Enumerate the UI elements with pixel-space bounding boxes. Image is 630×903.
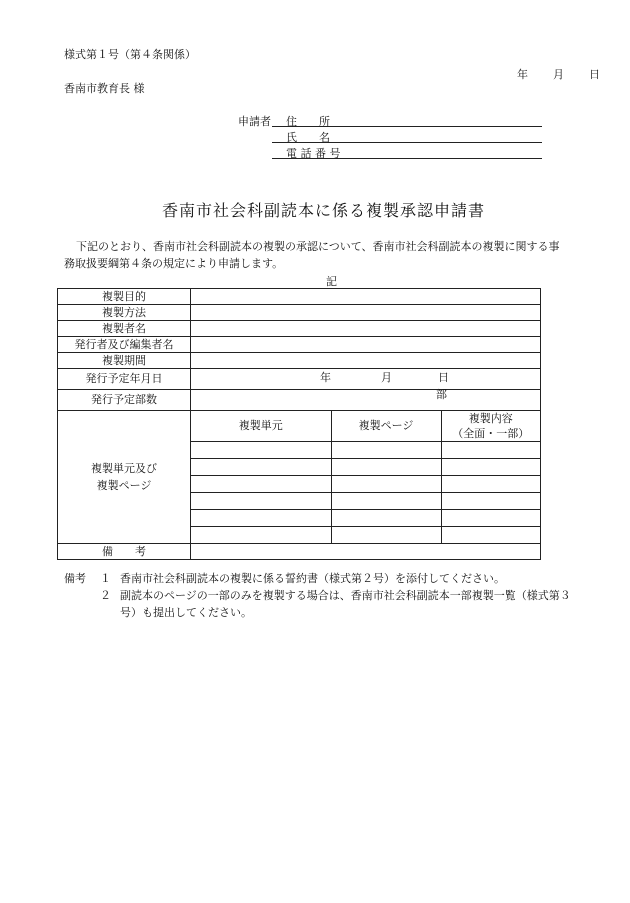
applicant-name-label: 氏 名	[286, 131, 330, 144]
copies-field[interactable]	[191, 390, 541, 411]
note-text-2b: 号）も提出してください。	[120, 606, 252, 619]
row-label-date: 発行予定年月日	[58, 369, 191, 390]
content-cell[interactable]	[441, 476, 540, 493]
table-row	[191, 527, 540, 544]
applicant-address-label: 住 所	[286, 115, 330, 128]
publisher-field[interactable]	[191, 337, 541, 353]
units-label-line-2: 複製ページ	[96, 479, 152, 492]
row-label-copier: 複製者名	[58, 321, 191, 337]
col-header-page: 複製ページ	[331, 411, 441, 442]
page-cell[interactable]	[331, 510, 441, 527]
page-cell[interactable]	[331, 476, 441, 493]
applicant-phone-label: 電 話 番 号	[286, 147, 341, 160]
address-field-line[interactable]	[272, 126, 542, 127]
content-cell[interactable]	[441, 442, 540, 459]
date-day-unit: 日	[438, 371, 449, 384]
row-label-purpose: 複製目的	[58, 289, 191, 305]
application-table	[57, 288, 541, 560]
date-day-label: 日	[589, 68, 600, 81]
table-row	[58, 305, 541, 321]
table-row	[191, 476, 540, 493]
date-year-unit: 年	[320, 371, 331, 384]
table-row	[191, 510, 540, 527]
row-label-method: 複製方法	[58, 305, 191, 321]
table-row	[58, 544, 541, 560]
page-cell[interactable]	[331, 493, 441, 510]
units-label-line-1: 複製単元及び	[91, 462, 157, 475]
note-text-2a: 副読本のページの一部のみを複製する場合は、香南市社会科副読本一部複製一覧（様式第３	[120, 589, 571, 602]
page-cell[interactable]	[331, 442, 441, 459]
unit-cell[interactable]	[191, 442, 331, 459]
table-row	[191, 493, 540, 510]
row-label-publisher: 発行者及び編集者名	[58, 337, 191, 353]
date-field[interactable]	[191, 369, 541, 390]
content-cell[interactable]	[441, 510, 540, 527]
units-subtable	[191, 411, 540, 543]
row-label-period: 複製期間	[58, 353, 191, 369]
table-row	[58, 411, 541, 544]
page-cell[interactable]	[331, 527, 441, 544]
col-header-content-line-1: 複製内容	[468, 412, 513, 425]
note-number-2: ２	[100, 589, 111, 602]
purpose-field[interactable]	[191, 289, 541, 305]
unit-cell[interactable]	[191, 476, 331, 493]
table-row	[58, 321, 541, 337]
remarks-field[interactable]	[191, 544, 541, 560]
table-row	[58, 390, 541, 411]
content-cell[interactable]	[441, 459, 540, 476]
intro-line-1: 下記のとおり、香南市社会科副読本の複製の承認について、香南市社会科副読本の複製に関する事	[76, 240, 560, 253]
unit-cell[interactable]	[191, 527, 331, 544]
col-header-unit: 複製単元	[191, 411, 331, 442]
date-month-unit: 月	[381, 371, 392, 384]
table-row	[191, 459, 540, 476]
table-row	[58, 353, 541, 369]
table-row	[58, 289, 541, 305]
units-subtable-cell	[191, 411, 541, 544]
phone-field-line[interactable]	[272, 158, 542, 159]
method-field[interactable]	[191, 305, 541, 321]
table-row	[58, 337, 541, 353]
col-header-content	[441, 411, 540, 442]
page-cell[interactable]	[331, 459, 441, 476]
name-field-line[interactable]	[272, 142, 542, 143]
content-cell[interactable]	[441, 493, 540, 510]
unit-cell[interactable]	[191, 459, 331, 476]
table-row	[191, 442, 540, 459]
note-text-1: 香南市社会科副読本の複製に係る誓約書（様式第２号）を添付してください。	[120, 572, 505, 585]
form-number: 様式第１号（第４条関係）	[64, 48, 196, 61]
document-title: 香南市社会科副読本に係る複製承認申請書	[162, 201, 486, 220]
row-label-remarks: 備 考	[58, 544, 191, 560]
recipient: 香南市教育長 様	[64, 82, 145, 95]
content-cell[interactable]	[441, 527, 540, 544]
copier-field[interactable]	[191, 321, 541, 337]
copies-unit: 部	[436, 388, 447, 401]
table-row	[191, 411, 540, 442]
col-header-content-line-2: （全面・一部）	[452, 427, 530, 440]
ki-heading: 記	[326, 275, 337, 288]
intro-line-2: 務取扱要綱第４条の規定により申請します。	[64, 257, 284, 270]
table-row	[58, 369, 541, 390]
date-month-label: 月	[553, 68, 564, 81]
applicant-label: 申請者	[238, 115, 271, 128]
period-field[interactable]	[191, 353, 541, 369]
date-year-label: 年	[517, 68, 528, 81]
note-number-1: １	[100, 572, 111, 585]
unit-cell[interactable]	[191, 510, 331, 527]
row-label-units	[58, 411, 191, 544]
notes-label: 備考	[64, 572, 86, 585]
row-label-copies: 発行予定部数	[58, 390, 191, 411]
unit-cell[interactable]	[191, 493, 331, 510]
